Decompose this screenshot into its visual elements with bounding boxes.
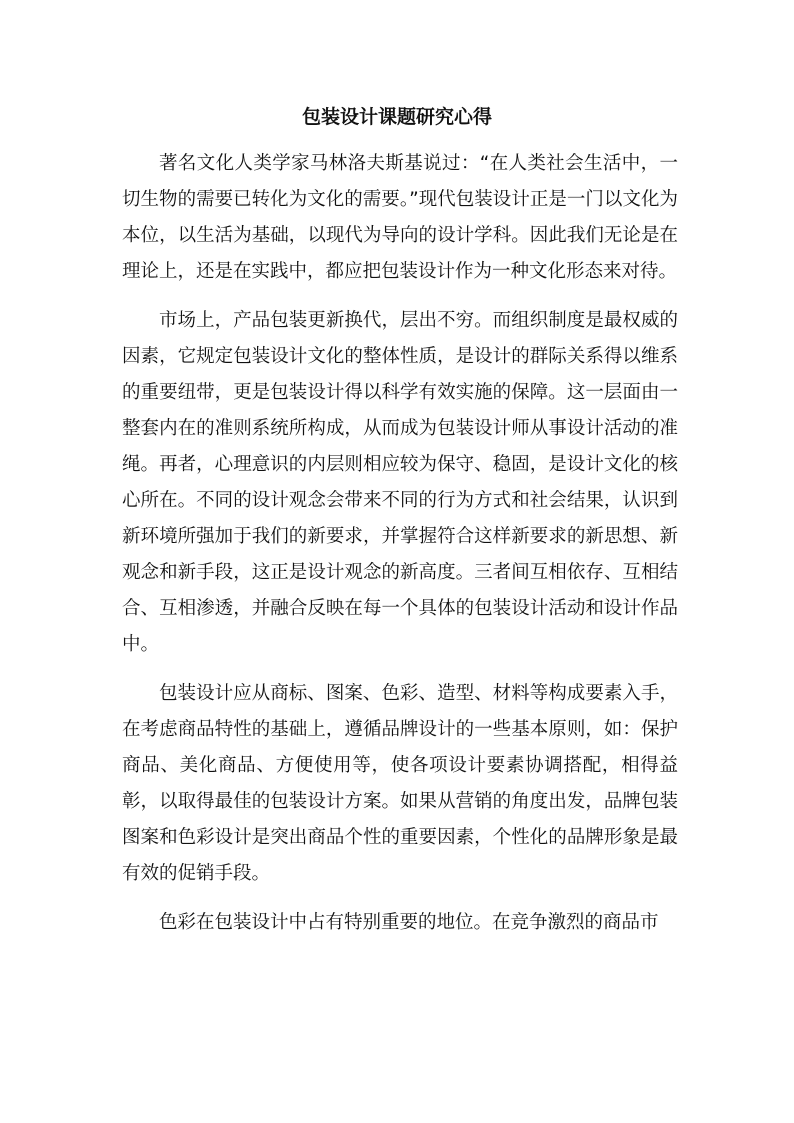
document-title: 包装设计课题研究心得	[301, 106, 492, 128]
paragraph-3: 包装设计应从商标、图案、色彩、造型、材料等构成要素入手，在考虑商品特性的基础上，遵循品牌设计的一些基本原则，如：保护商品、美化商品、方便使用等，使各项设计要素协调搭配，相得益彰，以取得最佳的包装设计方案。如果从营销的角度出发，品牌包装图案和色彩设计是突出商品个性的重要因素，个性化的品牌形象是最有效的促销手段。	[122, 683, 678, 884]
paragraph-1: 著名文化人类学家马林洛夫斯基说过：“在人类社会生活中，一切生物的需要已转化为文化的需要。”现代包装设计正是一门以文化为本位，以生活为基础，以现代为导向的设计学科。因此我们无论是在理论上，还是在实践中，都应把包装设计作为一种文化形态来对待。	[122, 153, 678, 282]
paragraph-4: 色彩在包装设计中占有特别重要的地位。在竞争激烈的商品市	[159, 912, 659, 933]
document-body	[122, 146, 678, 941]
paragraph-2: 市场上，产品包装更新换代，层出不穷。而组织制度是最权威的因素，它规定包装设计文化的整体性质，是设计的群际关系得以维系的重要纽带，更是包装设计得以科学有效实施的保障。这一层面由一整套内在的准则系统所构成，从而成为包装设计师从事设计活动的准绳。再者，心理意识的内层则相应较为保守、稳固，是设计文化的核心所在。不同的设计观念会带来不同的行为方式和社会结果，认识到新环境所强加于我们的新要求，并掌握符合这样新要求的新思想、新观念和新手段，这正是设计观念的新高度。三者间互相依存、互相结合、互相渗透，并融合反映在每一个具体的包装设计活动和设计作品中。	[122, 310, 678, 655]
